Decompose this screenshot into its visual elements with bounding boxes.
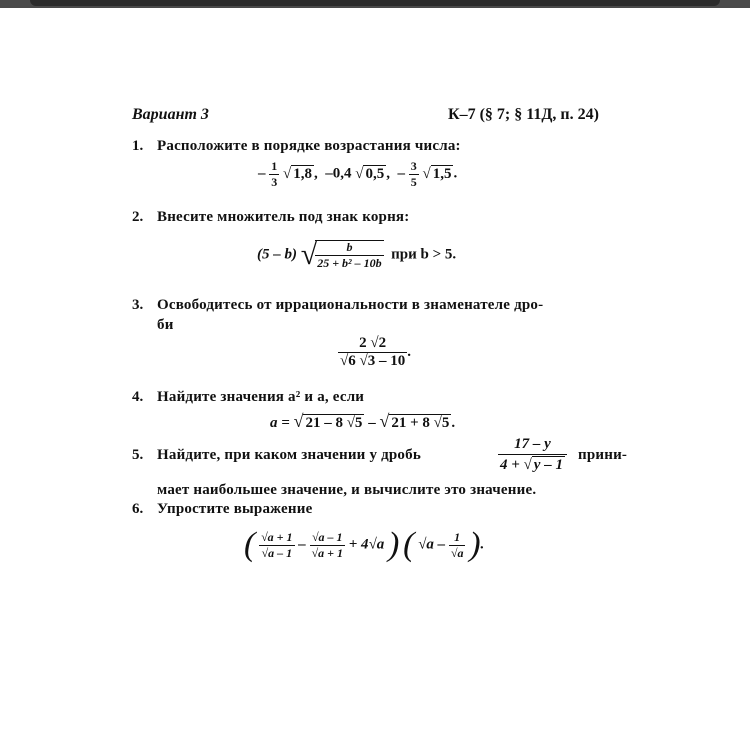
top-window-bar (0, 0, 750, 8)
task-6-expression: ( $\frac{√a + 1}{√a - 1}$ – $\frac{√a - 1}{√a + 1}$ + 4√a ) ( √a – $\frac{1}{√a}$ ). (244, 526, 485, 563)
task-3-expression: $\frac{2 √2}{√6 √3 - 10}$ . (340, 335, 411, 369)
task-2-number: 2. (132, 209, 144, 225)
task-2-expression: (5 – b) √ $\frac{b}{\text{25 + b² – 10b}}$ при b > 5. (257, 238, 457, 271)
task-4-number: 4. (132, 389, 144, 405)
task-5-number: 5. (132, 447, 144, 463)
work-code: К–7 (§ 7; § 11Д, п. 24) (448, 106, 599, 123)
task-1-number: 1. (132, 138, 144, 154)
task-4-text: Найдите значения a² и a, если (157, 389, 365, 405)
variant-title: Вариант 3 (132, 106, 209, 123)
task-5-text-line2: мает наибольшее значение, и вычислите это значение. (157, 482, 537, 498)
task-5-text-b: прини- (578, 447, 628, 463)
task-2-text: Внесите множитель под знак корня: (157, 209, 410, 225)
task-1-expression: – $\frac{1}{3}$ √ 1,8 , –0,4 √ 0,5 , – $\frac{3}{5}$ √ 1,5 . (258, 159, 458, 189)
task-6-number: 6. (132, 501, 144, 517)
task-5-text-a: Найдите, при каком значении y дробь (157, 447, 421, 463)
task-4-expression: a = √ 21 – 8 √5 – √ 21 + 8 √5 . (270, 411, 456, 431)
task-5-fraction: $\frac{17 - y}{4 + √ y - 1}$ (498, 437, 567, 474)
task-3-text-line1: Освободитесь от иррациональности в знаменателе дро- (157, 297, 544, 313)
task-3-number: 3. (132, 297, 144, 313)
task-1-text: Расположите в порядке возрастания числа: (157, 138, 461, 154)
task-3-text-line2: би (157, 317, 174, 333)
task-6-text: Упростите выражение (157, 501, 313, 517)
window-handle (30, 0, 720, 6)
